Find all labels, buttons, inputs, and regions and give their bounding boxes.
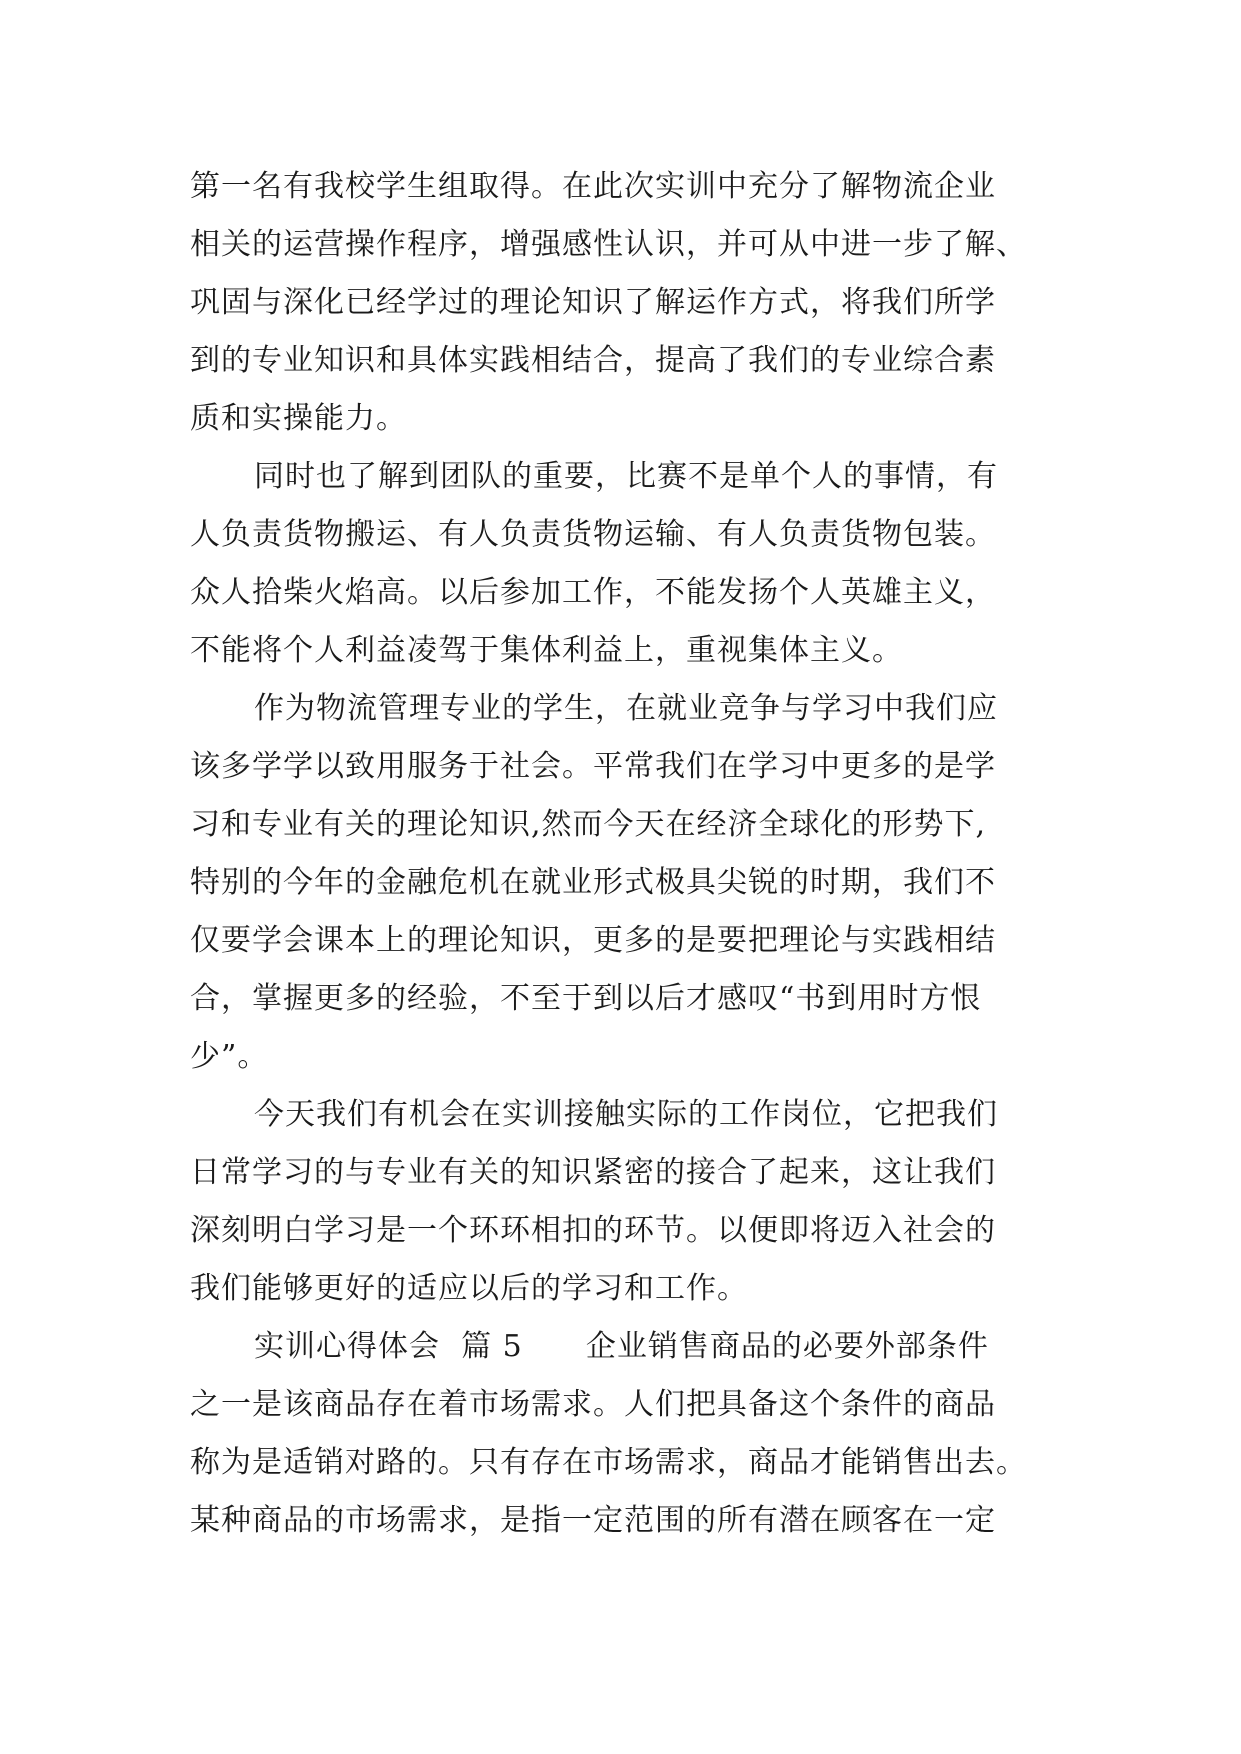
text-line: 今天我们有机会在实训接触实际的工作岗位，它把我们 bbox=[254, 1097, 998, 1132]
text-line: 到的专业知识和具体实践相结合，提高了我们的专业综合素 bbox=[190, 343, 996, 378]
text-line: 众人拾柴火焰高。以后参加工作，不能发扬个人英雄主义， bbox=[190, 575, 996, 610]
text-line: 该多学学以致用服务于社会。平常我们在学习中更多的是学 bbox=[190, 749, 996, 784]
text-line: 第一名有我校学生组取得。在此次实训中充分了解物流企业 bbox=[190, 169, 996, 204]
text-line: 作为物流管理专业的学生，在就业竞争与学习中我们应 bbox=[254, 691, 998, 726]
text-line: 我们能够更好的适应以后的学习和工作。 bbox=[190, 1271, 748, 1306]
text-line: 少”。 bbox=[190, 1039, 269, 1074]
text-line: 之一是该商品存在着市场需求。人们把具备这个条件的商品 bbox=[190, 1387, 996, 1422]
section-heading-line: 实训心得体会 篇 5 企业销售商品的必要外部条件 bbox=[254, 1329, 989, 1364]
text-line: 特别的今年的金融危机在就业形式极具尖锐的时期，我们不 bbox=[190, 865, 996, 900]
text-line: 质和实操能力。 bbox=[190, 401, 407, 436]
text-line: 日常学习的与专业有关的知识紧密的接合了起来，这让我们 bbox=[190, 1155, 996, 1190]
text-line: 习和专业有关的理论知识,然而今天在经济全球化的形势下, bbox=[190, 807, 987, 842]
text-line: 某种商品的市场需求，是指一定范围的所有潜在顾客在一定 bbox=[190, 1503, 996, 1538]
text-line: 称为是适销对路的。只有存在市场需求，商品才能销售出去。 bbox=[190, 1445, 1027, 1480]
text-line: 合，掌握更多的经验，不至于到以后才感叹“书到用时方恨 bbox=[190, 981, 982, 1016]
text-line: 不能将个人利益凌驾于集体利益上，重视集体主义。 bbox=[190, 633, 903, 668]
text-line: 相关的运营操作程序，增强感性认识，并可从中进一步了解、 bbox=[190, 227, 1027, 262]
text-line: 深刻明白学习是一个环环相扣的环节。以便即将迈入社会的 bbox=[190, 1213, 996, 1248]
text-line: 巩固与深化已经学过的理论知识了解运作方式，将我们所学 bbox=[190, 285, 996, 320]
document-body bbox=[190, 158, 1050, 1550]
text-line: 同时也了解到团队的重要，比赛不是单个人的事情，有 bbox=[254, 459, 998, 494]
text-line: 人负责货物搬运、有人负责货物运输、有人负责货物包装。 bbox=[190, 517, 996, 552]
text-line: 仅要学会课本上的理论知识，更多的是要把理论与实践相结 bbox=[190, 923, 996, 958]
